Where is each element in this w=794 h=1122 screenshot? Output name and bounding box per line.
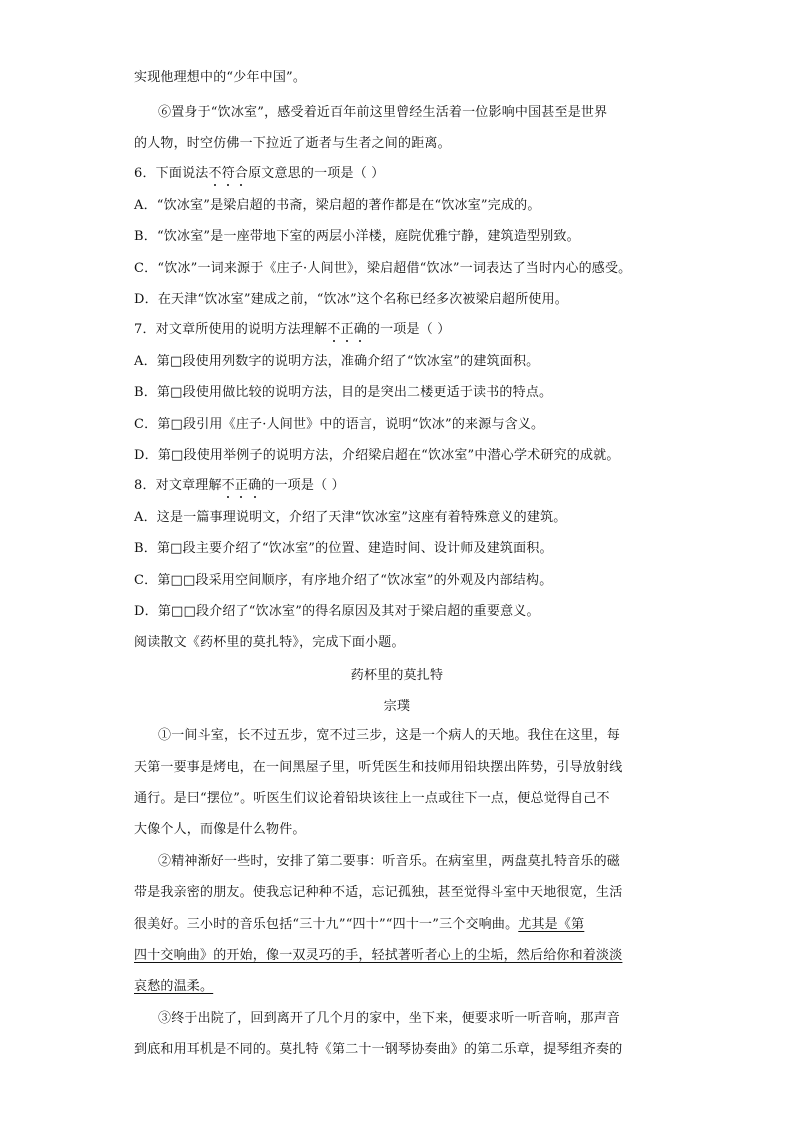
question-6-option-d: D．在天津“饮冰室”建成之前，“饮冰”这个名称已经多次被梁启超所使用。 [134,292,569,307]
paragraph-2-line: 带是我亲密的朋友。使我忘记种种不适，忘记孤独，甚至觉得斗室中天地很宽，生活 [134,885,623,900]
paragraph-6-line: ⑥置身于“饮冰室”，感受着近百年前这里曾经生活着一位影响中国甚至是世界 [158,105,608,120]
emphasis-char: 不 [327,322,341,337]
emphasis-char: 符 [221,166,235,181]
paragraph-3-line: ③终于出院了，回到离开了几个月的家中，坐下来，便要求听一听音响，那声音 [158,1011,621,1026]
paragraph-2-line: ②精神渐好一些时，安排了第二要事：听音乐。在病室里，两盘莫扎特音乐的磁 [158,854,621,869]
paragraph-3-line: 到底和用耳机是不同的。莫扎特《第二十一钢琴协奏曲》的第二乐章，提琴组齐奏的 [134,1042,623,1057]
emphasis-char: 不 [221,478,235,493]
emphasis-char: 确 [248,478,262,493]
essay-title: 药杯里的莫扎特 [350,668,444,683]
question-8-option-a: A．这是一篇事理说明文，介绍了天津“饮冰室”这座有着特殊意义的建筑。 [134,510,567,525]
question-6-option-c: C．“饮冰”一词来源于《庄子·人间世》，梁启超借“饮冰”一词表达了当时内心的感受。 [134,261,632,276]
underlined-sentence: 尤其是《第 [518,917,585,932]
question-6-option-b: B．“饮冰室”是一座带地下室的两层小洋楼，庭院优雅宁静，建筑造型别致。 [134,229,580,244]
question-8-option-b: B．第□段主要介绍了“饮冰室”的位置、建造时间、设计师及建筑面积。 [134,541,553,556]
paragraph-1-line: 通行。是曰“摆位”。听医生们议论着铅块该往上一点或往下一点，便总觉得自己不 [134,791,610,806]
question-7-option-c: C．第□段引用《庄子·人间世》中的语言，说明“饮冰”的来源与含义。 [134,417,545,432]
underlined-sentence: 哀愁的温柔。 [134,979,214,994]
question-7-option-b: B．第□段使用做比较的说明方法，目的是突出二楼更适于读书的特点。 [134,385,553,400]
question-7-option-d: D．第□段使用举例子的说明方法，介绍梁启超在“饮冰室”中潜心学术研究的成就。 [134,448,620,463]
essay-author: 宗璞 [383,699,411,714]
emphasis-char: 正 [340,322,354,337]
question-8-stem: 8．对文章理解不正确的一项是（ ） [134,478,345,493]
reading-instruction: 阅读散文《药杯里的莫扎特》，完成下面小题。 [134,635,405,650]
question-7-stem: 7．对文章所使用的说明方法理解不正确的一项是（ ） [134,322,451,337]
emphasis-char: 合 [234,166,249,181]
underlined-sentence: 四十交响曲》的开始，像一双灵巧的手，轻拭著听者心上的尘垢，然后给你和着淡淡 [134,948,623,963]
emphasis-char: 不 [208,166,222,181]
question-6-option-a: A．“饮冰室”是梁启超的书斋，梁启超的著作都是在“饮冰室”完成的。 [134,198,541,213]
text-line: 实现他理想中的“少年中国”。 [134,70,307,85]
question-6-stem: 6．下面说法不符合原文意思的一项是（ ） [134,166,385,181]
paragraph-1-line: 大像个人，而像是什么物件。 [134,822,306,837]
emphasis-char: 正 [234,478,249,493]
question-7-option-a: A．第□段使用列数字的说明方法，准确介绍了“饮冰室”的建筑面积。 [134,354,540,369]
emphasis-char: 确 [353,322,367,337]
paragraph-2-line: 很美好。三小时的音乐包括“三十九”“四十”“四十一”三个交响曲。尤其是《第 [134,917,585,932]
question-8-option-c: C．第□□段采用空间顺序，有序地介绍了“饮冰室”的外观及内部结构。 [134,573,553,588]
question-8-option-d: D．第□□段介绍了“饮冰室”的得名原因及其对于梁启超的重要意义。 [134,604,540,619]
paragraph-1-line: 天第一要事是烤电，在一间黑屋子里，听凭医生和技师用铅块摆出阵势，引导放射线 [134,760,623,775]
paragraph-6-line: 的人物，时空仿佛一下拉近了逝者与生者之间的距离。 [134,136,451,151]
paragraph-1-line: ①一间斗室，长不过五步，宽不过三步，这是一个病人的天地。我住在这里，每 [158,728,621,743]
